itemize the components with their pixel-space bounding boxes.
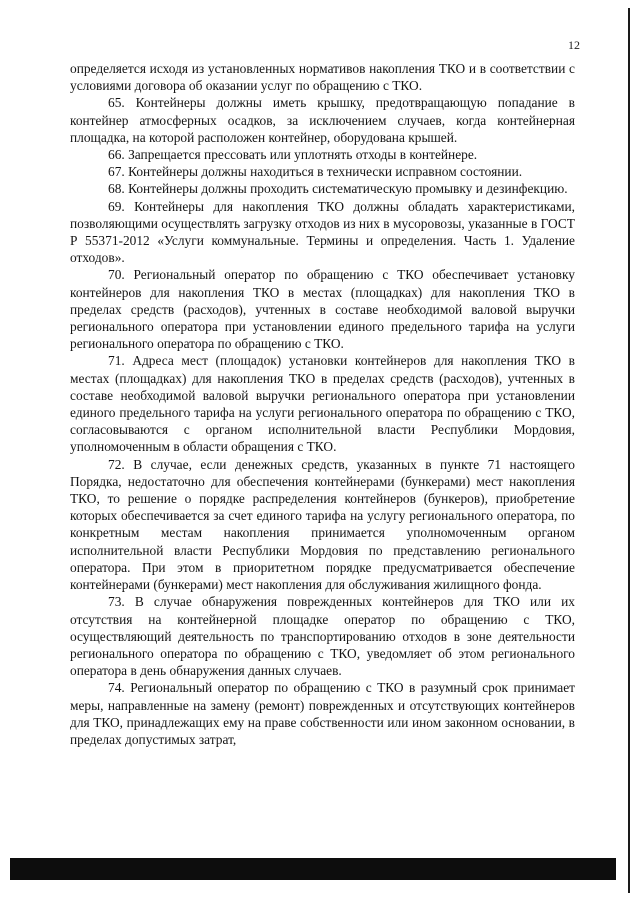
paragraph-69: 69. Контейнеры для накопления ТКО должны обладать характеристиками, позволяющими осуществлять загрузку отходов из них в мусоровозы, указанные в ГОСТ Р 55371-2012 «Услуги коммунальные. Термины и определения. Часть 1. Удаление отходов». [70, 198, 575, 266]
paragraph-65: 65. Контейнеры должны иметь крышку, предотвращающую попадание в контейнер атмосферных осадков, за исключением случаев, когда контейнерная площадка, на которой расположен контейнер, оборудована крышей. [70, 95, 575, 145]
scan-edge-bottom [10, 858, 616, 880]
paragraph-66: 66. Запрещается прессовать или уплотнять отходы в контейнере. [108, 147, 478, 163]
paragraph-continuation: определяется исходя из установленных нормативов накопления ТКО и в соответствии с условиями договора об оказании услуг по обращению с ТКО. [70, 61, 575, 94]
paragraph-74: 74. Региональный оператор по обращению с ТКО в разумный срок принимает меры, направленные на замену (ремонт) поврежденных и отсутствующих контейнеров для ТКО, принадлежащих ему на праве собственности или ином законном основании, в пределах допустимых затрат, [70, 680, 575, 747]
paragraph-68: 68. Контейнеры должны проходить систематическую промывку и дезинфекцию. [108, 181, 568, 197]
scan-edge-right [628, 8, 630, 893]
paragraph-72: 72. В случае, если денежных средств, указанных в пункте 71 настоящего Порядка, недостаточно для обеспечения контейнерами (бункерами) мест накопления ТКО, то решение о порядке распределения контейнеров (бункеров), приобретение которых обеспечивается за счет единого тарифа на услугу регионального оператора, по конкретным местам накопления принимается уполномоченным органом исполнительной власти Республики Мордовия по представлению регионального оператора. При этом в приоритетном порядке предусматривается обеспечение контейнерами (бункерами) мест накопления для обслуживания жилищного фонда. [70, 456, 575, 593]
page-number: 12 [568, 38, 580, 52]
paragraph-70: 70. Региональный оператор по обращению с ТКО обеспечивает установку контейнеров для накопления ТКО в местах (площадках) для накопления ТКО в пределах средств (расходов), учтенных в составе необходимой валовой выручки регионального оператора при установлении единого предельного тарифа на услуги регионального оператора по обращению с ТКО. [70, 267, 575, 352]
paragraph-67: 67. Контейнеры должны находиться в технически исправном состоянии. [108, 164, 523, 180]
document-body [70, 60, 575, 748]
paragraph-71: 71. Адреса мест (площадок) установки контейнеров для накопления ТКО в местах (площадках) для накопления ТКО в пределах средств (расходов), учтенных в составе необходимой валовой выручки регионального оператора при установлении единого предельного тарифа на услуги регионального оператора по обращению с ТКО, согласовываются с органом исполнительной власти Республики Мордовия, уполномоченным в области обращения с ТКО. [70, 353, 575, 455]
paragraph-73: 73. В случае обнаружения поврежденных контейнеров для ТКО или их отсутствия на контейнерной площадке оператор по обращению с ТКО, осуществляющий деятельность по транспортированию отходов в зоне деятельности регионального оператора по обращению с ТКО, уведомляет об этом регионального оператора в день обнаружения данных случаев. [70, 594, 575, 679]
